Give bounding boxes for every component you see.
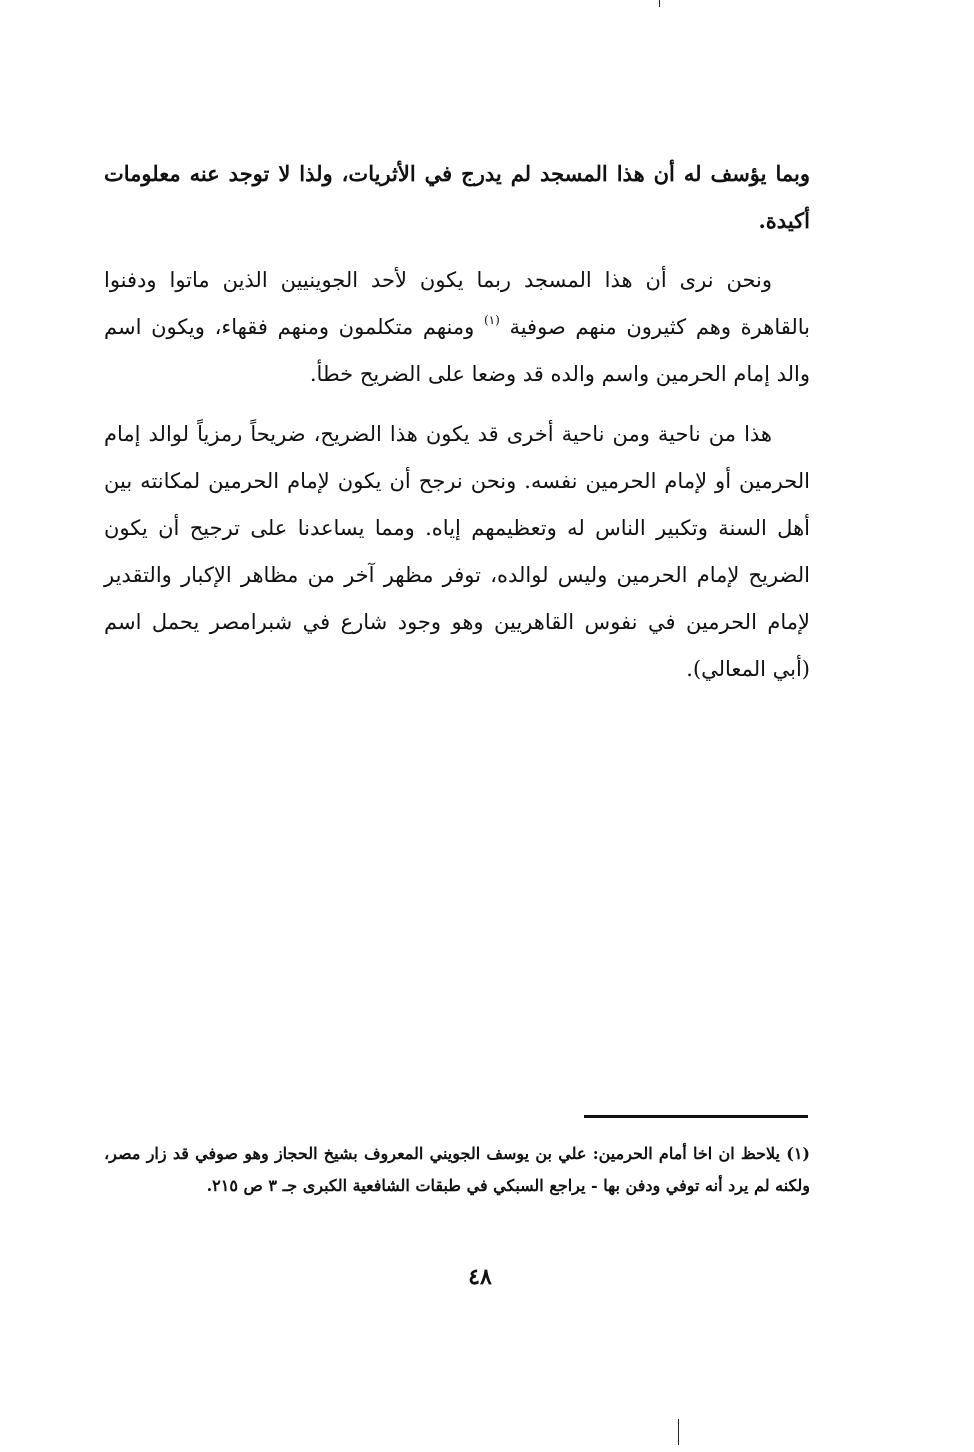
paragraph-3: هذا من ناحية ومن ناحية أخرى قد يكون هذا الضريح، ضريحاً رمزياً لوالد إمام الحرمين أو لإمام الحرمين نفسه. ونحن نرجح أن يكون لإمام الحرمين لمكانته بين أهل السنة وتكبير الناس له وتعظيمهم إياه. ومما يساعدنا على ترجيح أن يكون الضريح لإمام الحرمين وليس لوالده، توفر مظهر آخر من مظاهر الإكبار والتقدير لإمام الحرمين في نفوس القاهريين وهو وجود شارع في شبرامصر يحمل اسم (أبي المعالي). [104, 422, 810, 681]
paragraph-2-text-b: ومنهم متكلمون ومنهم فقهاء، ويكون اسم والد إمام الحرمين واسم والده قد وضعا على الضريح خطأ. [104, 315, 810, 386]
scan-mark-top [659, 0, 660, 7]
footnote: (١) يلاحظ ان اخا أمام الحرمين: علي بن يوسف الجويني المعروف بشيخ الحجاز وهو صوفي قد زار مصر، ولكنه لم يرد أنه توفي ودفن بها - يراجع السبكي في طبقات الشافعية الكبرى جـ ٣ ص ٢١٥. [104, 1144, 810, 1195]
page-number: ٤٨ [468, 1264, 492, 1290]
paragraph-1: وبما يؤسف له أن هذا المسجد لم يدرج في الأثريات، ولذا لا توجد عنه معلومات أكيدة. [104, 161, 810, 233]
paragraph-2 [104, 257, 810, 398]
scan-mark-bottom [678, 1419, 679, 1445]
main-text [104, 150, 810, 706]
footnote-separator [584, 1115, 808, 1118]
paragraph-2-text-a: ونحن نرى أن هذا المسجد ربما يكون لأحد الجوينيين الذين ماتوا ودفنوا بالقاهرة وهم كثيرون منهم صوفية [104, 268, 810, 339]
footnote-reference: (١) [483, 313, 500, 327]
